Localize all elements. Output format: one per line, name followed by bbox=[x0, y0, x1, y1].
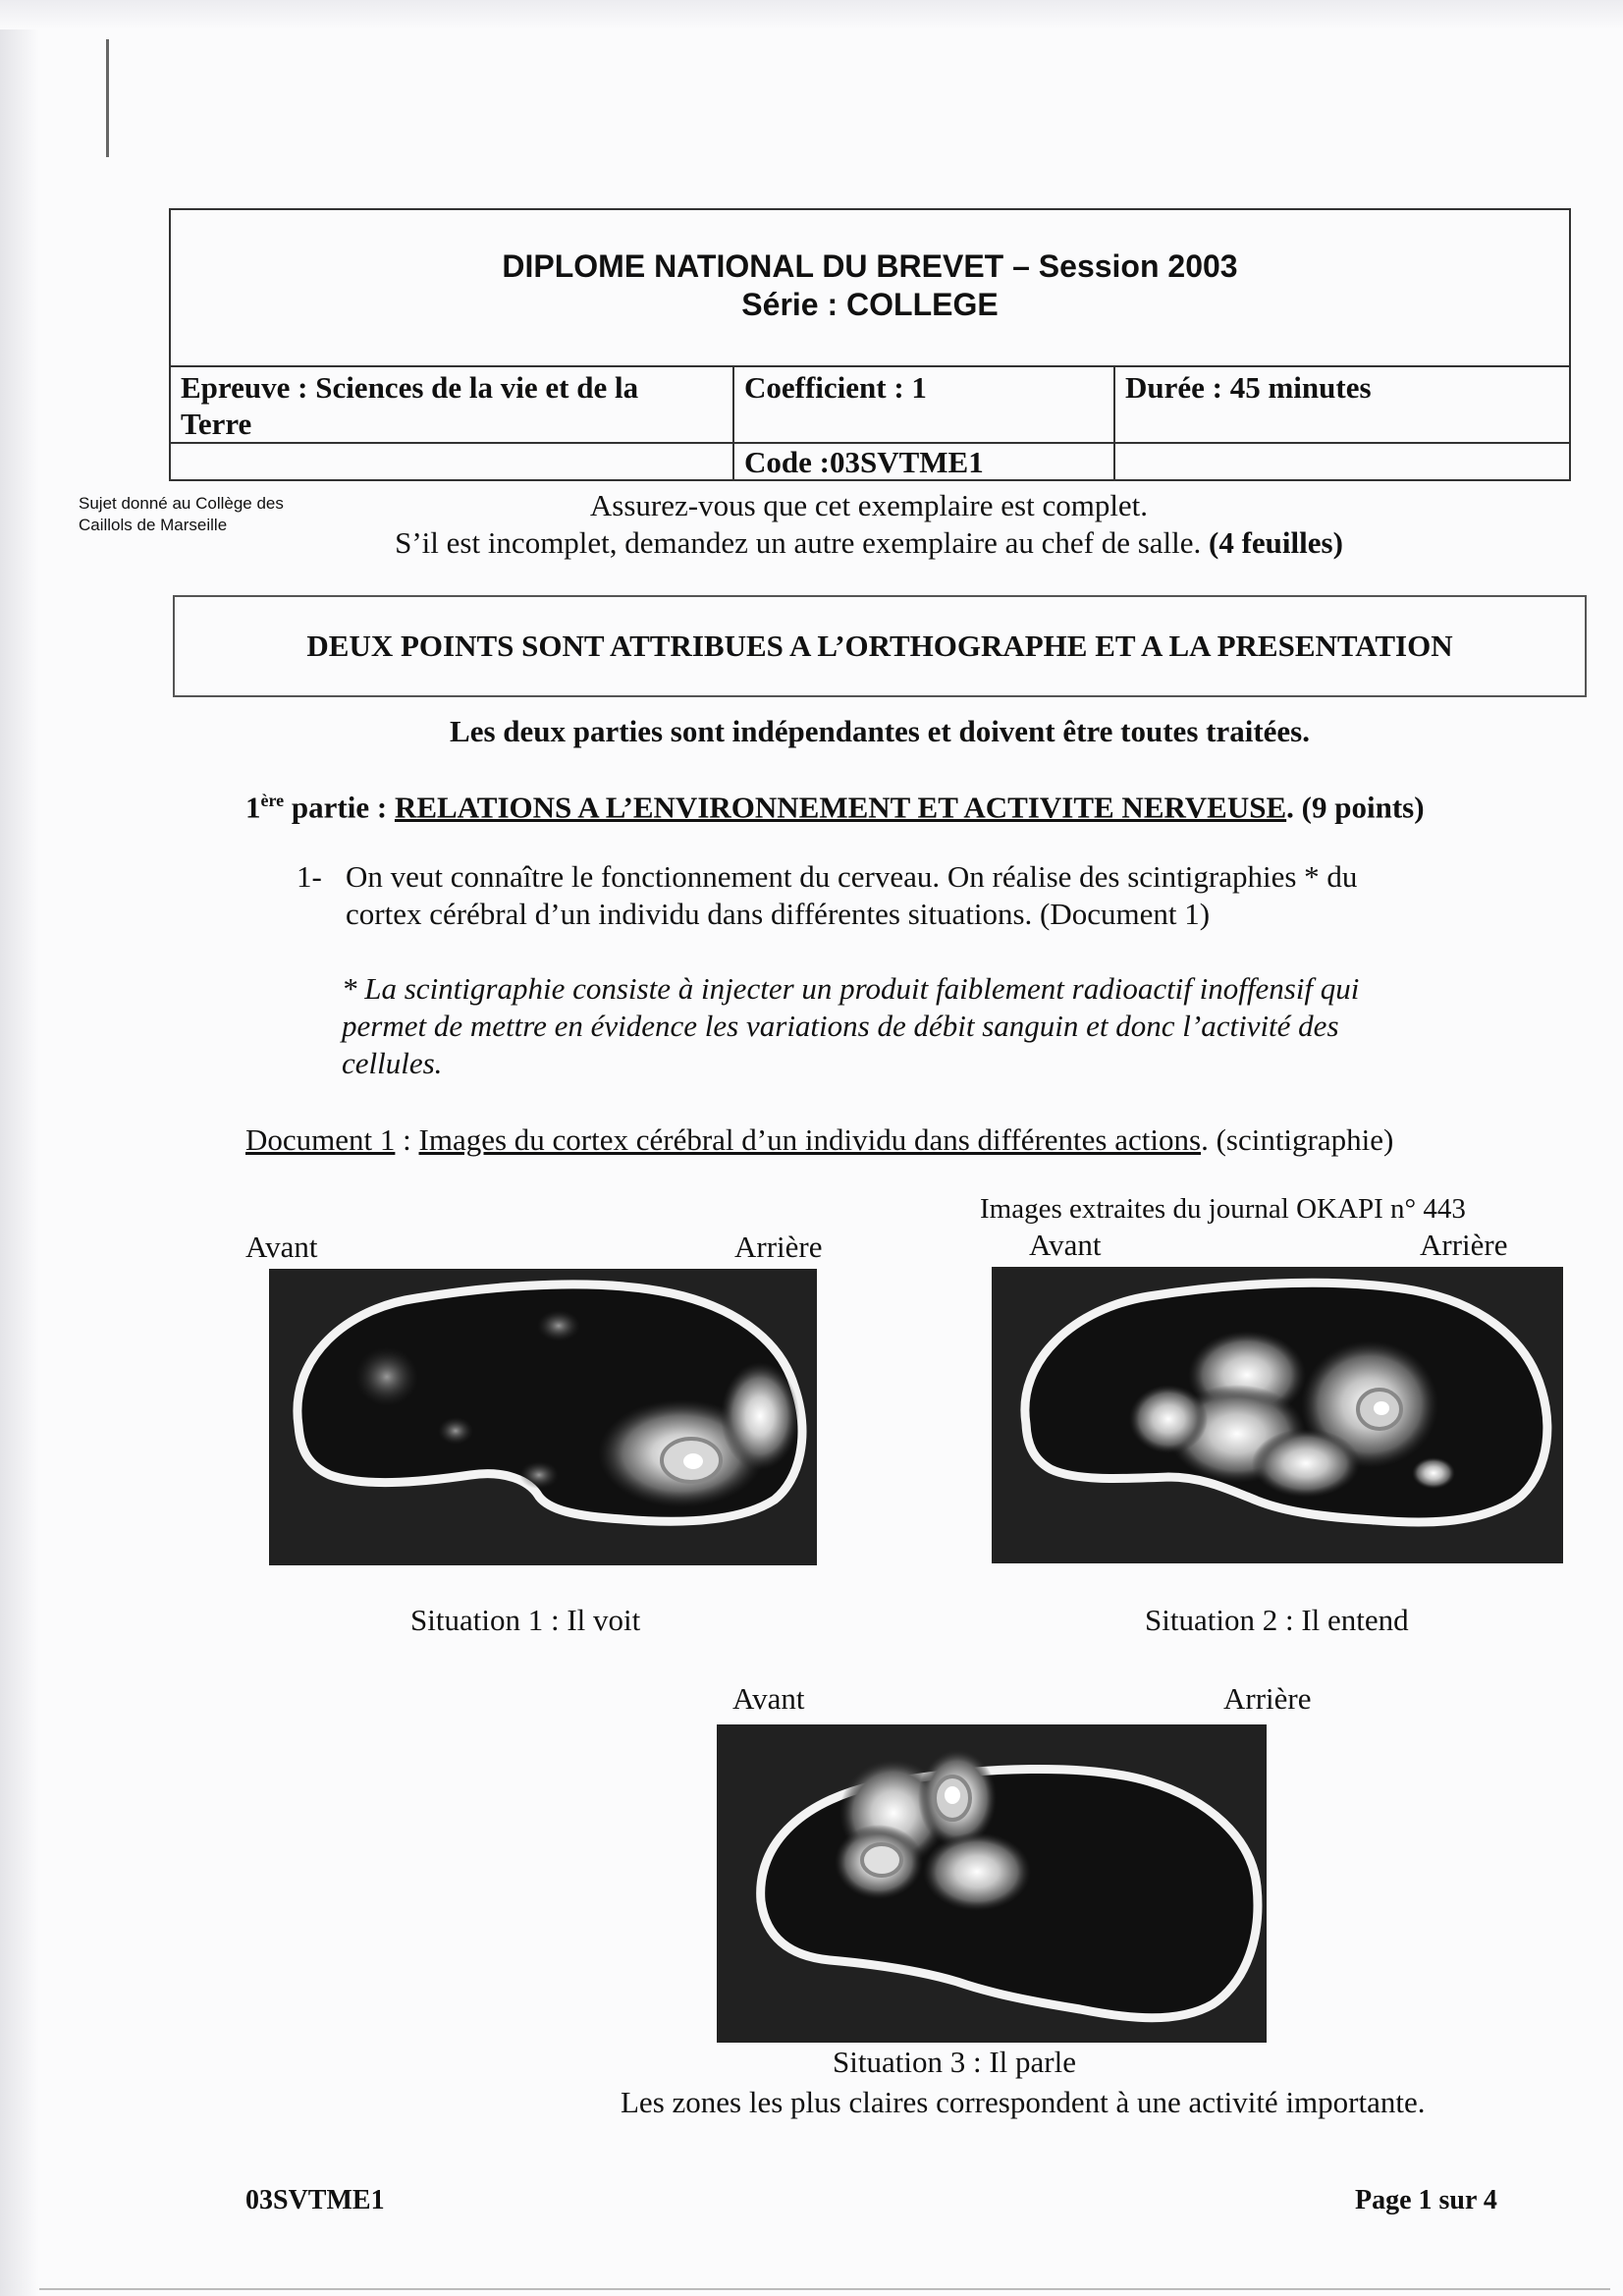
exam-title-line1: DIPLOME NATIONAL DU BREVET – Session 2003 bbox=[502, 248, 1238, 284]
scan3-front-label: Avant bbox=[732, 1681, 805, 1716]
footnote-line2: permet de mettre en évidence les variations de débit sanguin et donc l’activité des bbox=[342, 1009, 1339, 1043]
legend-text: Les zones les plus claires correspondent à une activité importante. bbox=[621, 2085, 1426, 2119]
question1-number: 1- bbox=[297, 859, 322, 894]
document1-suffix: . (scintigraphie) bbox=[1201, 1122, 1394, 1157]
scan1-brain-image bbox=[269, 1269, 817, 1565]
header-divider bbox=[732, 367, 734, 442]
duree-cell: Durée : 45 minutes bbox=[1125, 370, 1372, 405]
question1-text bbox=[346, 858, 1504, 933]
footnote-line3: cellules. bbox=[342, 1046, 443, 1080]
document1-source: Images extraites du journal OKAPI n° 443 bbox=[980, 1193, 1466, 1225]
footer-code: 03SVTME1 bbox=[245, 2185, 385, 2215]
instruction-line2-text: S’il est incomplet, demandez un autre exemplaire au chef de salle. bbox=[395, 525, 1210, 560]
page-bottom-edge bbox=[39, 2288, 1610, 2290]
ortho-notice-box: DEUX POINTS SONT ATTRIBUES A L’ORTHOGRAPHE ET A LA PRESENTATION bbox=[173, 595, 1587, 697]
college-note-line1: Sujet donné au Collège des bbox=[79, 494, 284, 513]
scan1-caption: Situation 1 : Il voit bbox=[410, 1603, 641, 1637]
document1-sep: : bbox=[395, 1122, 419, 1157]
exam-title bbox=[171, 247, 1569, 324]
instruction-line1: Assurez-vous que cet exemplaire est complet. bbox=[589, 488, 1149, 522]
part1-points: . (9 points) bbox=[1286, 790, 1425, 825]
document1-title: Images du cortex cérébral d’un individu dans différentes actions bbox=[418, 1122, 1202, 1157]
instruction-line2-sheets: (4 feuilles) bbox=[1209, 525, 1343, 560]
question1-line2: cortex cérébral d’un individu dans différentes situations. (Document 1) bbox=[346, 897, 1211, 931]
footnote-line1: * La scintigraphie consiste à injecter un produit faiblement radioactif inoffensif qui bbox=[342, 971, 1360, 1006]
epreuve-cell bbox=[181, 369, 638, 442]
scan1-back-label: Arrière bbox=[734, 1230, 823, 1264]
coefficient-cell: Coefficient : 1 bbox=[744, 370, 927, 405]
document1-heading bbox=[245, 1121, 1393, 1159]
instruction-line2 bbox=[295, 524, 1443, 562]
scan1-front-label: Avant bbox=[245, 1230, 318, 1264]
college-note bbox=[79, 493, 324, 536]
page-edge-top bbox=[0, 0, 1623, 29]
parts-notice: Les deux parties sont indépendantes et doivent être toutes traitées. bbox=[450, 714, 1310, 748]
epreuve-line2: Terre bbox=[181, 407, 252, 441]
header-row-subject bbox=[171, 365, 1569, 442]
scan3-brain-image bbox=[717, 1724, 1267, 2043]
header-divider bbox=[732, 444, 734, 481]
epreuve-line1: Epreuve : Sciences de la vie et de la bbox=[181, 370, 639, 405]
scan-mark bbox=[106, 39, 109, 157]
header-divider bbox=[1113, 367, 1115, 442]
exam-title-line2: Série : COLLEGE bbox=[741, 287, 999, 322]
scan3-back-label: Arrière bbox=[1223, 1681, 1312, 1716]
scan2-brain-image bbox=[992, 1267, 1563, 1563]
header-row-code bbox=[171, 442, 1569, 481]
document1-label: Document 1 bbox=[245, 1122, 396, 1157]
footnote bbox=[342, 970, 1520, 1082]
part1-sup: ère bbox=[260, 791, 285, 810]
scan2-caption: Situation 2 : Il entend bbox=[1145, 1603, 1409, 1637]
college-note-line2: Caillols de Marseille bbox=[79, 516, 228, 534]
part1-number: 1 bbox=[245, 790, 261, 825]
scan3-caption: Situation 3 : Il parle bbox=[833, 2045, 1076, 2079]
footer-page-number: Page 1 sur 4 bbox=[1355, 2185, 1497, 2215]
page-edge-left bbox=[0, 0, 39, 2296]
code-cell: Code :03SVTME1 bbox=[744, 445, 984, 479]
exam-header-table bbox=[169, 208, 1571, 481]
part1-word: partie : bbox=[284, 790, 395, 825]
part1-heading bbox=[245, 782, 1425, 826]
part1-title: RELATIONS A L’ENVIRONNEMENT ET ACTIVITE NERVEUSE bbox=[394, 790, 1287, 825]
scan2-back-label: Arrière bbox=[1420, 1228, 1508, 1262]
header-divider bbox=[1113, 444, 1115, 481]
scan2-front-label: Avant bbox=[1029, 1228, 1102, 1262]
question1-line1: On veut connaître le fonctionnement du cerveau. On réalise des scintigraphies * du bbox=[346, 859, 1358, 894]
